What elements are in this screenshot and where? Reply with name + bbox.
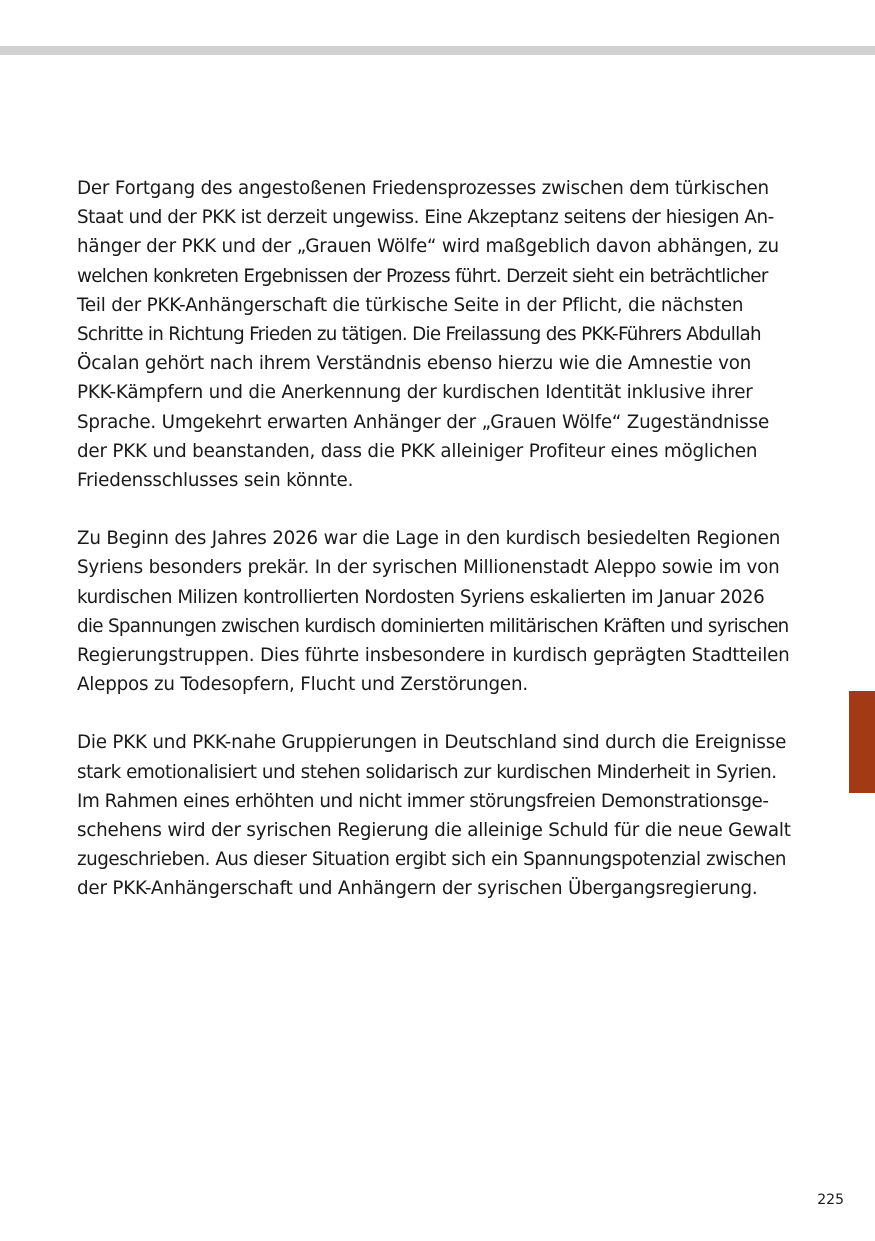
text-line: PKK-Kämpfern und die Anerkennung der kurdischen Identität inklusive ihrer	[77, 382, 753, 404]
text-line: Friedensschlusses sein könnte.	[77, 470, 354, 492]
text-line: Die PKK und PKK-nahe Gruppierungen in Deutschland sind durch die Ereignisse	[77, 732, 787, 754]
paragraph-1	[77, 174, 797, 495]
body-text	[77, 174, 797, 933]
text-line: stark emotionalisiert und stehen solidarisch zur kurdischen Minderheit in Syrien.	[77, 761, 777, 783]
page-number: 225	[817, 1192, 844, 1208]
text-line: Im Rahmen eines erhöhten und nicht immer störungsfreien Demonstrationsge-	[77, 790, 769, 812]
chapter-tab-marker	[849, 691, 875, 793]
paragraph-2	[77, 524, 797, 699]
text-line: zugeschrieben. Aus dieser Situation ergibt sich ein Spannungspotenzial zwischen	[77, 849, 787, 871]
text-line: Aleppos zu Todesopfern, Flucht und Zerstörungen.	[77, 674, 528, 696]
text-line: Öcalan gehört nach ihrem Verständnis ebenso hierzu wie die Amnestie von	[77, 353, 752, 375]
text-line: hänger der PKK und der „Grauen Wölfe“ wird maßgeblich davon abhängen, zu	[77, 236, 779, 258]
text-line: die Spannungen zwischen kurdisch dominierten militärischen Kräften und syrischen	[77, 615, 789, 637]
text-line: kurdischen Milizen kontrollierten Nordosten Syriens eskalierten im Januar 2026	[77, 586, 765, 608]
text-line: Staat und der PKK ist derzeit ungewiss. Eine Akzeptanz seitens der hiesigen An-	[77, 207, 774, 229]
text-line: Syriens besonders prekär. In der syrischen Millionenstadt Aleppo sowie im von	[77, 557, 780, 579]
top-rule	[0, 46, 875, 55]
text-line: Sprache. Umgekehrt erwarten Anhänger der „Grauen Wölfe“ Zugeständnisse	[77, 411, 769, 433]
text-line: Regierungstruppen. Dies führte insbesondere in kurdisch geprägten Stadtteilen	[77, 645, 790, 667]
text-line: der PKK-Anhängerschaft und Anhängern der syrischen Übergangsregierung.	[77, 878, 758, 900]
text-line: welchen konkreten Ergebnissen der Prozess führt. Derzeit sieht ein beträchtlicher	[77, 265, 768, 287]
text-line: Schritte in Richtung Frieden zu tätigen. Die Freilassung des PKK-Führers Abdullah	[77, 324, 761, 346]
text-line: Der Fortgang des angestoßenen Friedensprozesses zwischen dem türkischen	[77, 178, 769, 199]
text-line: Zu Beginn des Jahres 2026 war die Lage in den kurdisch besiedelten Regionen	[77, 528, 781, 550]
text-line: der PKK und beanstanden, dass die PKK alleiniger Profiteur eines möglichen	[77, 440, 758, 462]
text-line: schehens wird der syrischen Regierung die alleinige Schuld für die neue Gewalt	[77, 820, 791, 842]
text-line: Teil der PKK-Anhängerschaft die türkische Seite in der Pflicht, die nächsten	[77, 294, 744, 316]
paragraph-3	[77, 728, 797, 903]
